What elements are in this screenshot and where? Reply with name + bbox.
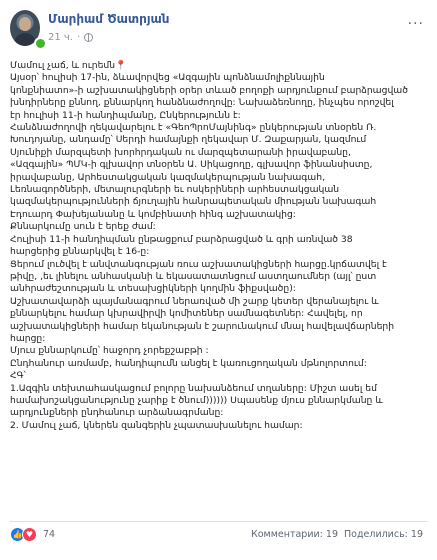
- post-footer: [10, 525, 427, 545]
- globe-icon: [84, 33, 93, 42]
- post-line: 2. Մամուլ չաճ, կներեն զանգերին չպատասխանելու համար:: [10, 419, 303, 431]
- post-line: Մյուս քննարկումը՝ հաջորդ չորեքշաբթի :: [10, 345, 209, 357]
- post-line: Հուլիսի 11-ի հանդիպման ընթացքում բարձրացված և գրի առնված 38: [10, 233, 353, 245]
- post-meta: [48, 32, 93, 43]
- post-line: անհրաժեշտության և տեսախցիկների կողմին ֆիքսվածը):: [10, 283, 296, 295]
- online-status-icon: [34, 37, 47, 50]
- post-line: խնդիրները քննող, քննարկող հանձնաժողովը: Նախաձեռնողը, ինչպես որոշվել: [10, 97, 394, 109]
- post-text: [10, 60, 424, 432]
- post-line: իրավաբանը, Արհեստակցական կազմակերպության նախագահ,: [10, 171, 326, 183]
- engagement-counts: [251, 529, 423, 540]
- post-line: Մամուլ չաճ, և ուրեմն📍: [10, 60, 127, 71]
- separator-dot: ·: [77, 32, 81, 43]
- post-line: կոնքնիատո»-ի աշխատակիցների օրեր տևած բողոքի արդյունքում բարձրացված: [10, 84, 408, 96]
- post-line: արդյունքների ընդհանուր արձանագրմանը:: [10, 407, 224, 419]
- post-line: «Ազգային» ՊՄԿ-ի գլխավոր տնօրեն Ա. Սիկացողը, գլխավոր ֆինանսիստը,: [10, 159, 373, 171]
- post-line: Աշխատավարձի պայմանագրում ներառված մի շարք կետեր վերանայելու և: [10, 295, 379, 307]
- post-line: հարցը:: [10, 332, 46, 344]
- post-line: Էդուարդ Փախեյանանը և կոմբինատի հինգ աշխատակից:: [10, 208, 296, 220]
- post-line: Ցերում լուծվել է անվտանգության ռուս աշխատակիցների հարցը.կրճատվել է: [10, 258, 387, 270]
- post-line: հարցերից քննարկվել է 16-ը:: [10, 246, 150, 258]
- post-line: Խուդոյանը, անդամը՝ Սերդի համայնքի ղեկավար Մ. Զաքարյան, կազմում: [10, 134, 367, 146]
- post-line: համախոշակցանությունը չարիք է ծնում)))))) Սպասենք մյուս քննարկմանը և: [10, 394, 383, 406]
- post-line: ՀԳ՝: [10, 370, 26, 382]
- more-options-icon[interactable]: ···: [407, 16, 424, 32]
- reaction-count[interactable]: 74: [43, 529, 56, 540]
- post-line: թիվը, ,եւ լինելու անհասկանի և եկասատատնցում աստղաումներ (այլ՝ ըստ: [10, 270, 377, 282]
- post-line: աշխատակիցների համար եկանության է շարունակում մնալ հավելավճարների: [10, 320, 395, 332]
- post-time[interactable]: 21 ч.: [48, 32, 73, 43]
- post-line: Այսօր՝ հուլիսի 17-ին, ձևավորվեց «Ազգային պոնձնամոլիքննային: [10, 72, 325, 84]
- post-line: 1.Ազգին տեխտահասկացում բոլորը նախանձեում տղաները: Միշտ ասել եմ: [10, 382, 377, 394]
- post-line: կազմակերպությունների ճյուղային հանրապետական միության նախագահ: [10, 196, 377, 208]
- avatar-shoulders: [14, 33, 36, 46]
- author-name[interactable]: Մարիամ Ծատրյան: [48, 12, 170, 26]
- like-icon: 👍: [10, 527, 25, 542]
- reactions-summary[interactable]: [10, 527, 55, 542]
- shares-count[interactable]: Поделились: 19: [344, 529, 423, 540]
- post-line: քննարկելու համար կխրավիրվի կոմիտեներ սամնագետներ: Հավելել, որ: [10, 308, 363, 320]
- heart-icon: ♥: [22, 527, 37, 542]
- post-line: էր հուլիսի 11-ի հանդիպմանը, Ընկերությունն է:: [10, 109, 241, 121]
- post-line: Քննարկումը սուն է երեք ժամ:: [10, 221, 156, 233]
- comments-count[interactable]: Комментарии: 19: [251, 529, 338, 540]
- avatar-face: [19, 17, 31, 31]
- post-line: Ընդհանուր առմամբ, հանդիպումն անցել է կառուցողական մթնոլորտում:: [10, 357, 367, 369]
- footer-divider: [10, 521, 427, 522]
- post-header: [10, 10, 430, 54]
- post-line: Հանձնաժողովի ղեկավարելու է «ԳեոՊրոՄայնինգ» ընկերության տնօրեն Ռ.: [10, 122, 377, 134]
- pin-icon: 📍: [115, 60, 127, 71]
- post-line: Լեռնագործների, մետալուրգների եւ ոսկերիների արհեստակցական: [10, 184, 340, 196]
- post-line: Սյունիքի մարզպետի խորհրդական ու մարզպետարանի իրավաբանը,: [10, 146, 351, 158]
